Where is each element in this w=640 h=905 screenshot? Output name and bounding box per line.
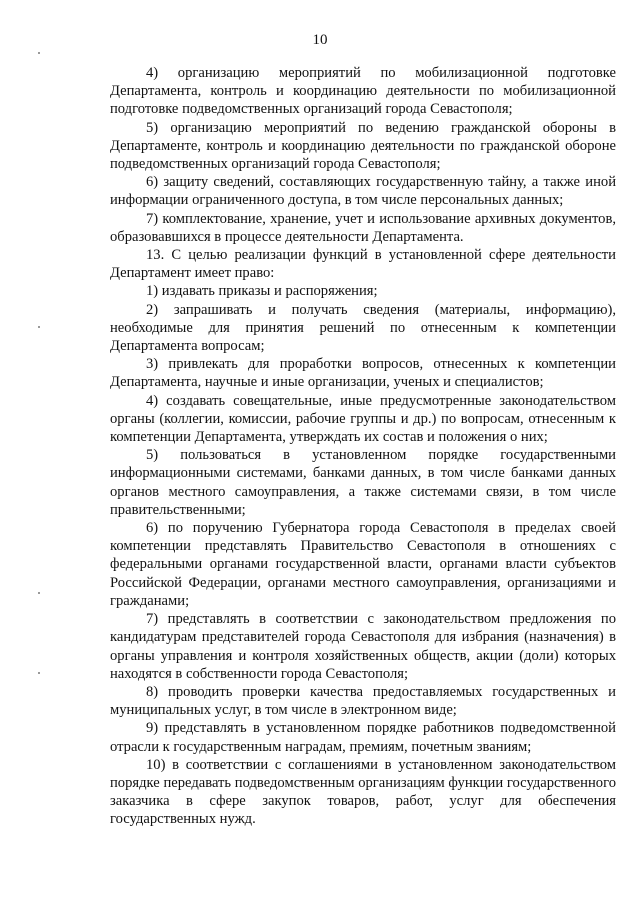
- paragraph-right-7: 7) представлять в соответствии с законодательством предложения по кандидатурам представителей города Севастополя для избрания (назначения) в органы управления и контроля хозяйственных обществ, акции (доли) которых находятся в собственности города Севастополя;: [110, 611, 616, 682]
- page-number: 10: [312, 32, 328, 48]
- paragraph-right-3: 3) привлекать для проработки вопросов, отнесенных к компетенции Департамента, научные и иные организации, ученых и специалистов;: [110, 356, 616, 391]
- paragraph-item-6-secret-protection: 6) защиту сведений, составляющих государственную тайну, а также иной информации ограниченного доступа, в том числе персональных данных;: [110, 174, 616, 209]
- scan-margin-dot: [38, 672, 40, 674]
- document-body: [110, 64, 616, 829]
- paragraph-right-8: 8) проводить проверки качества предоставляемых государственных и муниципальных услуг, в том числе в электронном виде;: [110, 683, 616, 719]
- paragraph-right-2: 2) запрашивать и получать сведения (материалы, информацию), необходимые для принятия решений по отнесенным к компетенции Департамента вопросам;: [110, 301, 616, 355]
- paragraph-right-6: 6) по поручению Губернатора города Севастополя в пределах своей компетенции представлять Правительство Севастополя в отношениях с федеральными органами государственной власти, органами власти субъектов Российской Федерации, органами местного самоуправления, организациями и гражданами;: [110, 520, 616, 609]
- scan-margin-dot: [38, 592, 40, 594]
- scan-margin-dot: [38, 326, 40, 328]
- paragraph-right-4: 4) создавать совещательные, иные предусмотренные законодательством органы (коллегии, комиссии, рабочие группы и др.) по вопросам, отнесенным к компетенции Департамента, утверждать их состав и положения о них;: [110, 392, 616, 446]
- paragraph-right-5: 5) пользоваться в установленном порядке государственными информационными системами, банками данных, в том числе банками данных органов местного самоуправления, а также системами связи, в том числе правительственными;: [110, 447, 616, 518]
- paragraph-item-5-civil-defense: 5) организацию мероприятий по ведению гражданской обороны в Департаменте, контроль и координацию деятельности по гражданской обороне подведомственных организаций города Севастополя;: [110, 119, 616, 173]
- paragraph-section-13: 13. С целью реализации функций в установленной сфере деятельности Департамент имеет право:: [110, 247, 616, 282]
- paragraph-right-1: 1) издавать приказы и распоряжения;: [146, 283, 378, 300]
- scan-margin-dot: [38, 52, 40, 54]
- paragraph-right-9: 9) представлять в установленном порядке работников подведомственной отрасли к государственным наградам, премиям, почетным званиям;: [110, 720, 616, 755]
- paragraph-item-4-mobilization: 4) организацию мероприятий по мобилизационной подготовке Департамента, контроль и координацию деятельности по мобилизационной подготовке подведомственных организаций города Севастополя;: [110, 65, 616, 118]
- paragraph-item-7-archives: 7) комплектование, хранение, учет и использование архивных документов, образовавшихся в процессе деятельности Департамента.: [110, 210, 616, 245]
- paragraph-right-10: 10) в соответствии с соглашениями в установленном законодательством порядке передавать подведомственным организациям функции государственного заказчика в сфере закупок товаров, работ, услуг для обеспечения государственных нужд.: [110, 756, 616, 828]
